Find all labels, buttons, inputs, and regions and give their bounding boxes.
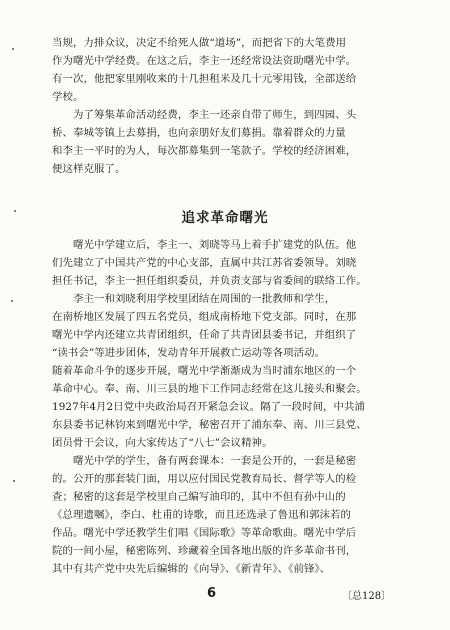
scan-speck (11, 300, 13, 302)
text-line: 其中有共产党中央先后编辑的《向导》、《新青年》、《前锋》、 (52, 563, 331, 575)
text-line: 的。公开的那套装门面，用以应付国民党教育局长、督学等人的检 (52, 473, 357, 485)
text-line: 随着革命斗争的逐步开展，曙光中学渐渐成为当时浦东地区的一个 (52, 365, 357, 377)
text-line: 革命中心。奉、南、川三县的地下工作同志经常在这儿接头和聚会。 (52, 383, 367, 395)
text-line: 便这样克服了。 (52, 163, 126, 175)
text-line: 作为曙光中学经费。在这之后，李主一还经常设法资助曙光中学。 (52, 55, 357, 67)
text-line: 有一次，他把家里刚收来的十几担租米及几十元零用钱，全部送给 (52, 73, 357, 85)
page-number: 6 (207, 586, 217, 601)
text-line: 曙光中学建立后，李主一、刘晓等马上着手扩建党的队伍。他 (52, 239, 357, 251)
text-line: 曙光中学内还建立共青团组织，任命了共青团县委书记，并组织了 (52, 329, 357, 341)
text-line: 《总理遗嘱》，李白、杜甫的诗歌，而且还选录了鲁迅和郭沫若的 (52, 509, 352, 521)
text-line: 院的一间小屋，秘密陈列、珍藏着全国各地出版的许多革命书刊， (52, 545, 357, 557)
text-line: 1927年4月2日党中央政治局召开紧急会议。隔了一段时间，中共浦 (52, 401, 366, 413)
text-line: 桥、奉城等镇上去募捐，也向亲朋好友们募捐。靠着群众的力量 (52, 127, 346, 139)
text-line: 们先建立了中国共产党的中心支部，直属中共江苏省委领导。刘晓 (52, 257, 357, 269)
text-line: 和李主一平时的为人，每次都募集到一笔款子。学校的经济困难， (52, 145, 357, 157)
scan-speck (13, 480, 15, 482)
text-line: 曙光中学的学生，备有两套课本：一套是公开的，一套是秘密 (52, 455, 357, 467)
text-line: 学校。 (52, 91, 84, 103)
paragraph-block-main (52, 236, 402, 578)
scan-speck (12, 48, 14, 50)
scan-speck (14, 210, 16, 212)
text-line: “读书会”等进步团体，发动青年开展救亡运动等各项活动。 (52, 347, 326, 359)
text-line: 当规，力排众议，决定不给死人做“道场”，而把省下的大笔费用 (52, 37, 347, 49)
paragraph-block-top (52, 34, 402, 178)
text-line: 查；秘密的这套是学校里自己编写油印的，其中不但有孙中山的 (52, 491, 346, 503)
text-line: 为了筹集革命活动经费，李主一还亲自带了师生，到四园、头 (52, 109, 357, 121)
text-line: 团员骨干会议，向大家传达了“八七”会议精神。 (52, 437, 273, 449)
section-heading: 追求革命曙光 (181, 210, 269, 226)
text-line: 在南桥地区发展了四五名党员，组成南桥地下党支部。同时，在那 (52, 311, 357, 323)
text-line: 担任书记，李主一担任组织委员，并负责支部与省委间的联络工作。 (52, 275, 367, 287)
text-line: 李主一和刘晓利用学校里团结在周围的一批教师和学生， (52, 293, 336, 305)
text-line: 作品。曙光中学还教学生们唱《国际歌》等革命歌曲。曙光中学后 (52, 527, 357, 539)
text-line: 东县委书记林钧来到曙光中学，秘密召开了浦东奉、南、川三县党、 (52, 419, 367, 431)
catalog-code: 〔总128〕 (342, 591, 392, 602)
